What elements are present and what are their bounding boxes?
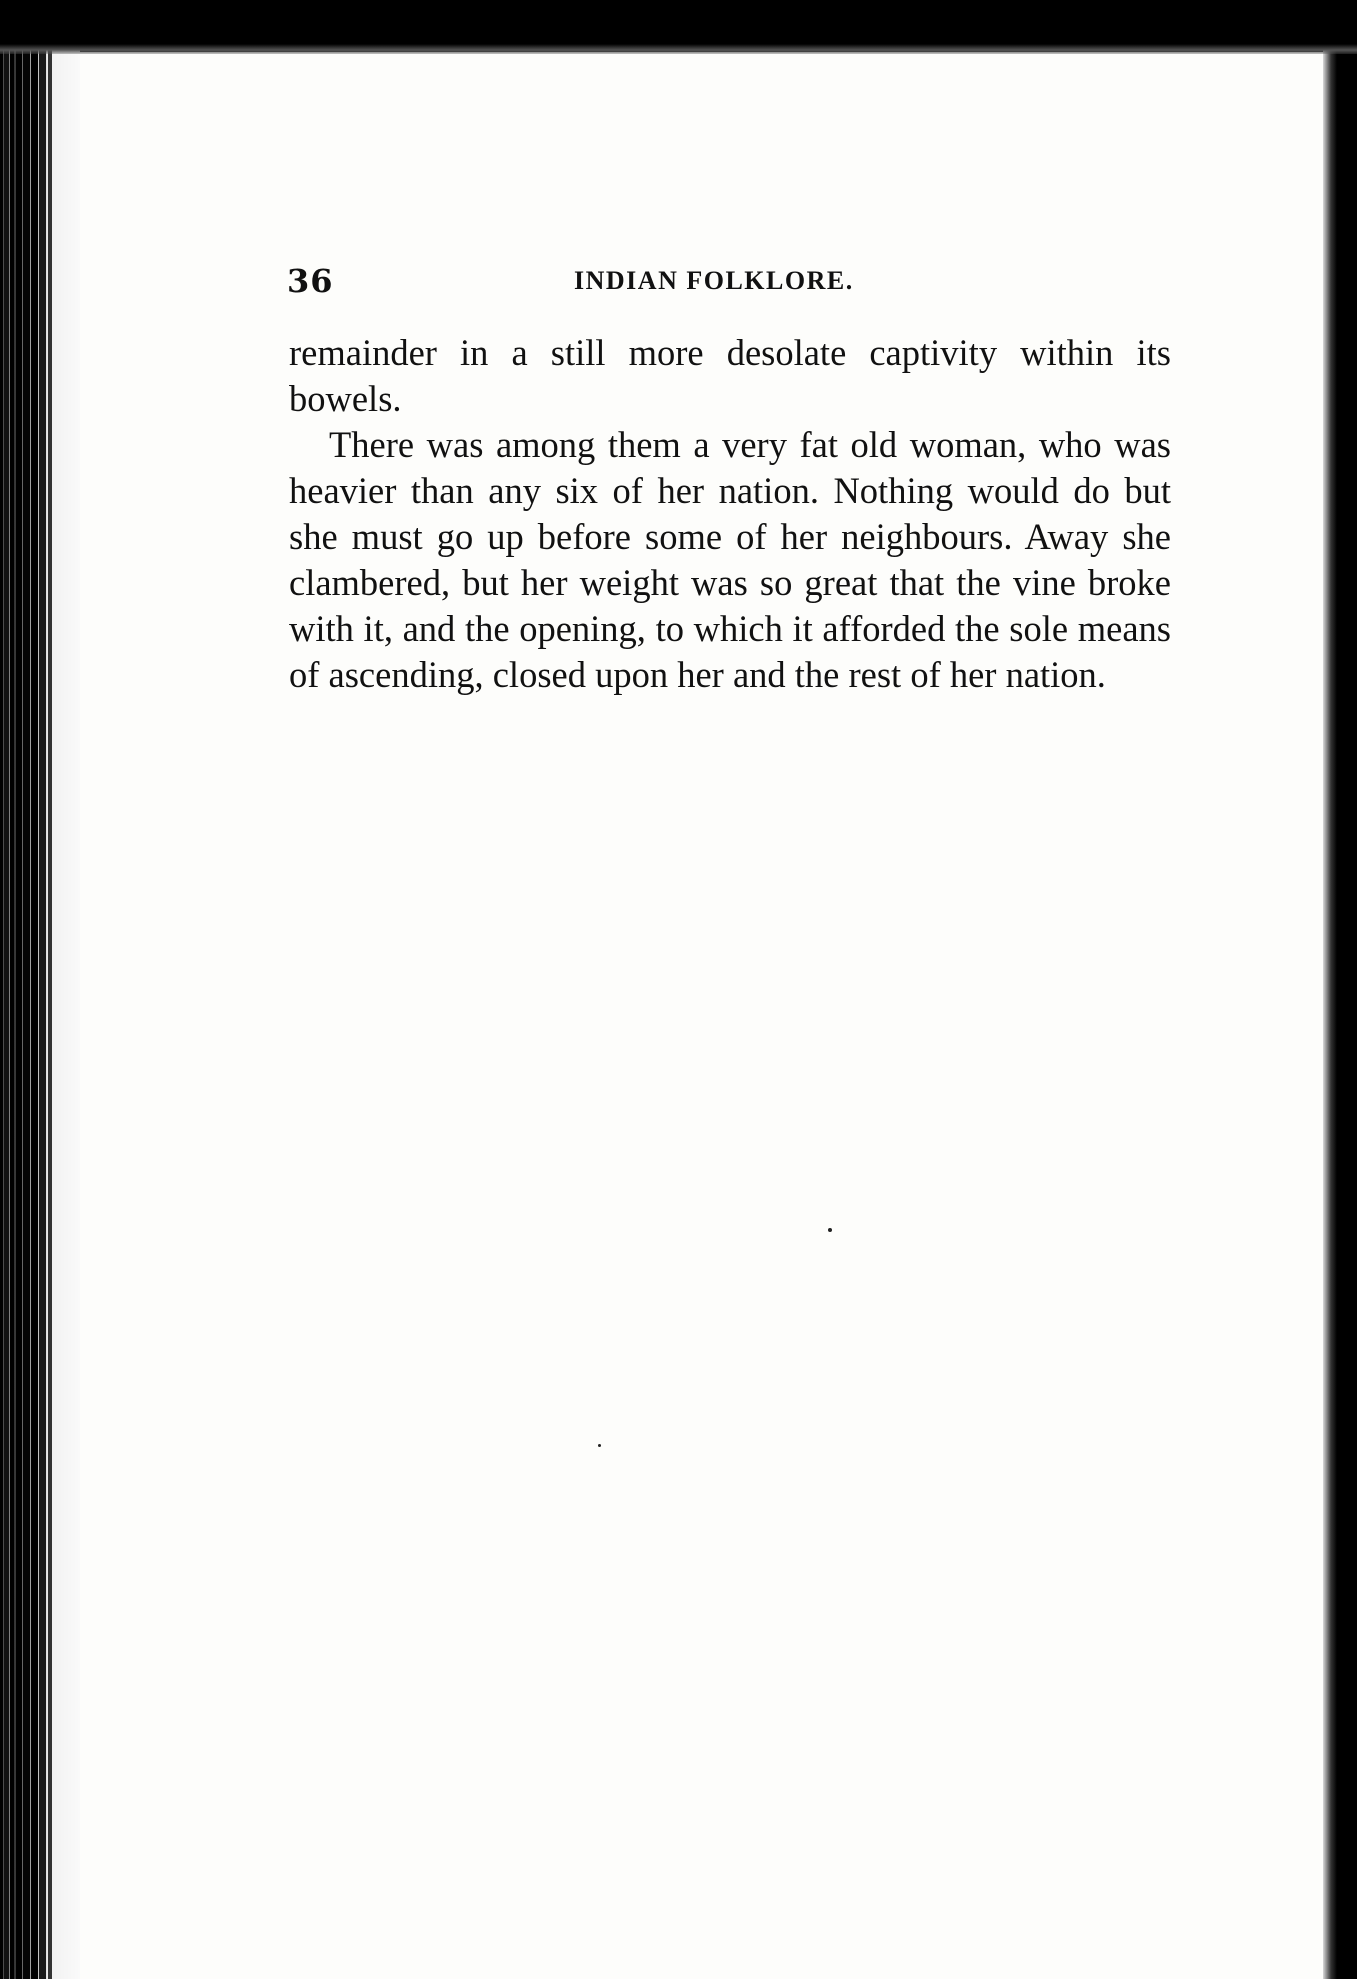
running-head: INDIAN FOLKLORE.	[574, 266, 854, 295]
paragraph-continuation: remainder in a still more desolate captivity within its bowels.	[289, 332, 1171, 419]
ink-speck	[598, 1444, 601, 1447]
paragraph-fat-old-woman: There was among them a very fat old woman, who was heavier than any six of her nation. Nothing would do but she must go up before some of her neighbours. Away she clambered, but her weight was so great that the vine broke with it, and the opening, to which it afforded the sole means of ascending, closed upon her and the rest of her nation.	[289, 424, 1171, 695]
page-number: 36	[287, 262, 334, 300]
ink-speck	[828, 1228, 832, 1232]
page-header	[287, 262, 917, 302]
page-top-edge	[0, 0, 1357, 54]
body-text	[289, 330, 1171, 698]
book-binding-edge	[0, 0, 80, 1979]
page-right-edge	[1323, 0, 1357, 1979]
